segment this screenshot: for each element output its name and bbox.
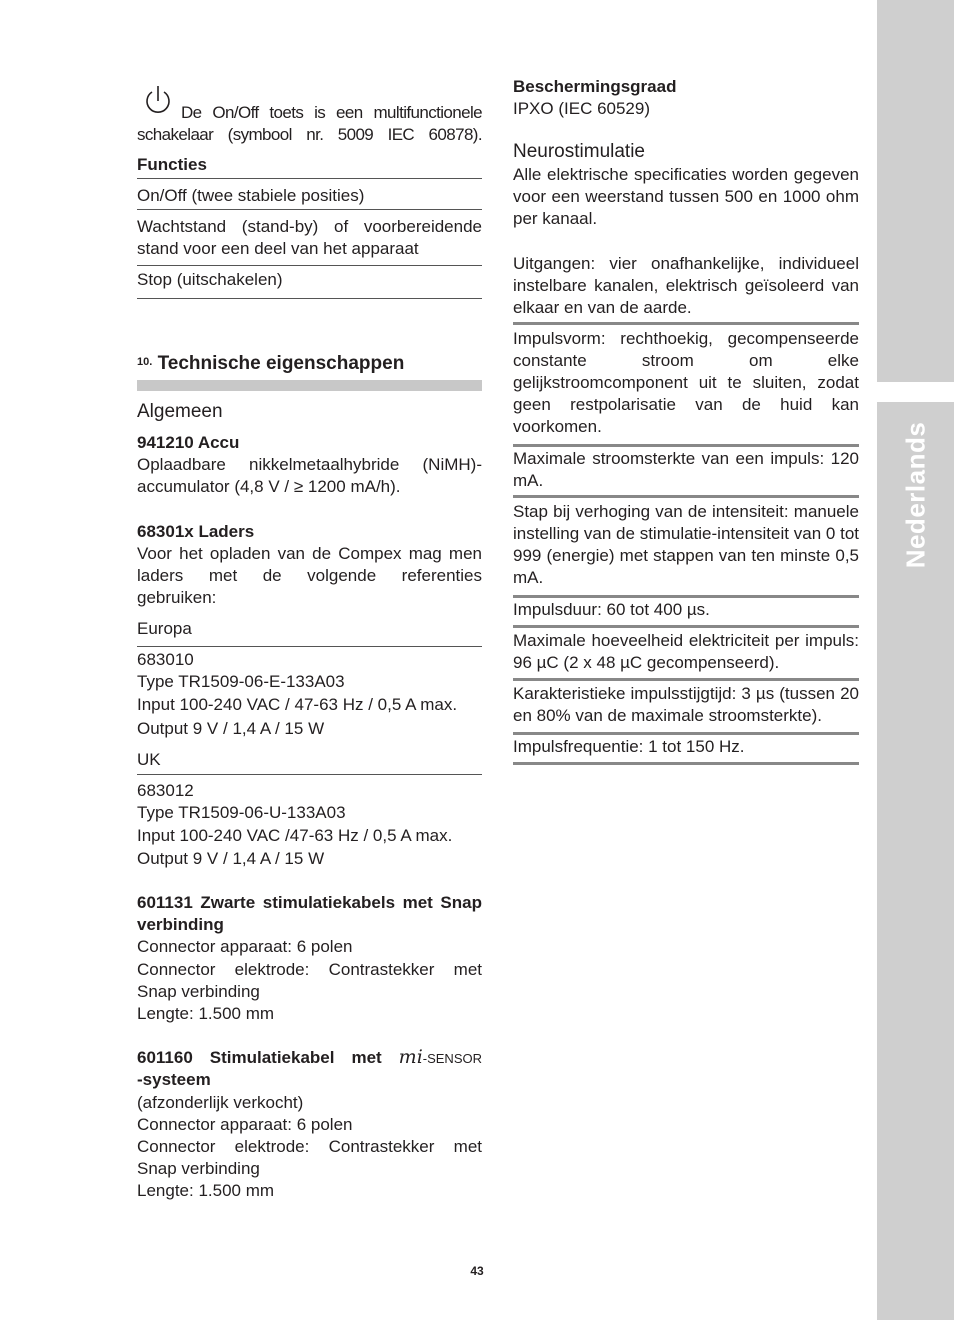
- neuro-intro: Alle elektrische specificaties worden gegeven voor een weerstand tussen 500 en 1000 ohm per kanaal.: [513, 165, 859, 228]
- divider: [513, 322, 859, 325]
- neuro-uitgangen: Uitgangen: vier onafhankelijke, individueel instelbare kanalen, elektrisch geïsoleerd van elkaar en van de aarde.: [513, 254, 859, 317]
- section-heading: [137, 351, 404, 375]
- divider: [137, 178, 482, 179]
- laders-text: Voor het opladen van de Compex mag men laders met de volgende referenties gebruiken:: [137, 544, 482, 607]
- divider: [137, 298, 482, 299]
- kabel-601131-connector-elektrode: Connector elektrode: Contrastekker met Snap verbinding: [137, 960, 482, 1001]
- divider: [513, 495, 859, 498]
- europa-label: Europa: [137, 619, 192, 638]
- spec-impulsvorm: Impulsvorm: rechthoekig, gecompenseerde constante stroom om elke gelijkstroomcomponent uit te sluiten, zodat geen restpolarisatie van de huid kan voorkomen.: [513, 329, 859, 436]
- uk-label: UK: [137, 750, 161, 769]
- section-bar: [137, 380, 482, 391]
- spec-stijgtijd: Karakteristieke impulsstijgtijd: 3 µs (tussen 20 en 80% van de maximale stroomsterkte).: [513, 684, 859, 725]
- divider: [137, 265, 482, 266]
- bescherming-value: IPXO (IEC 60529): [513, 99, 651, 118]
- functies-row-3: Stop (uitschakelen): [137, 270, 283, 289]
- divider: [137, 209, 482, 210]
- divider: [513, 595, 859, 598]
- divider: [513, 762, 859, 765]
- kabel-601160-connector-apparaat: Connector apparaat: 6 polen: [137, 1115, 353, 1134]
- divider: [513, 732, 859, 735]
- uk-input: Input 100-240 VAC /47-63 Hz / 0,5 A max.: [137, 826, 453, 845]
- algemeen-heading: Algemeen: [137, 401, 223, 422]
- accu-heading: 941210 Accu: [137, 433, 240, 452]
- kabel-601160-heading-line1: 601160 Stimulatiekabel met mi-SENSOR: [137, 1046, 482, 1068]
- kabel-601131-connector-apparaat: Connector apparaat: 6 polen: [137, 937, 353, 956]
- spec-max-stroomsterkte: Maximale stroomsterkte van een impuls: 120 mA.: [513, 449, 859, 490]
- uk-output: Output 9 V / 1,4 A / 15 W: [137, 849, 325, 868]
- section-number: 10.: [137, 356, 153, 368]
- spec-intensiteit-stap: Stap bij verhoging van de intensiteit: manuele instelling van de stimulatie-intensiteit van 0 tot 999 (energie) met stappen van ten minste 0,5 mA.: [513, 502, 859, 587]
- language-sidebar: [877, 0, 954, 1320]
- laders-heading: 68301x Laders: [137, 522, 255, 541]
- functies-row-1: On/Off (twee stabiele posities): [137, 186, 365, 205]
- spec-impulsduur: Impulsduur: 60 tot 400 µs.: [513, 600, 710, 619]
- bescherming-heading: Beschermingsgraad: [513, 77, 677, 96]
- europa-type: Type TR1509-06-E-133A03: [137, 672, 345, 691]
- page-number: 43: [470, 1264, 484, 1278]
- divider: [513, 444, 859, 447]
- uk-ref: 683012: [137, 781, 194, 800]
- language-tab-label: Nederlands: [900, 421, 931, 569]
- divider: [137, 774, 482, 775]
- europa-ref: 683010: [137, 650, 194, 669]
- kabel-601131-heading: 601131 Zwarte stimulatiekabels met Snap verbinding: [137, 893, 482, 934]
- spec-elektriciteit: Maximale hoeveelheid elektriciteit per impuls: 96 µC (2 x 48 µC gecompenseerd).: [513, 631, 859, 672]
- power-intro-text: De On/Off toets is een multifunctionele schakelaar (symbool nr. 5009 IEC 60878).: [137, 103, 482, 144]
- accu-text: Oplaadbare nikkelmetaalhybride (NiMH)-accumulator (4,8 V / ≥ 1200 mA/h).: [137, 455, 482, 496]
- uk-type: Type TR1509-06-U-133A03: [137, 803, 346, 822]
- section-title: Technische eigenschappen: [157, 353, 405, 374]
- sidebar-gap: [877, 382, 954, 402]
- divider: [137, 646, 482, 647]
- divider: [513, 678, 859, 681]
- functies-row-2: Wachtstand (stand-by) of voorbereidende stand voor een deel van het apparaat: [137, 217, 482, 258]
- mi-sensor-logo: mi: [398, 1046, 423, 1068]
- kabel-601160-note: (afzonderlijk verkocht): [137, 1093, 304, 1112]
- europa-input: Input 100-240 VAC / 47-63 Hz / 0,5 A max.: [137, 695, 458, 714]
- functies-heading: Functies: [137, 155, 207, 174]
- kabel-601160-lengte: Lengte: 1.500 mm: [137, 1181, 275, 1200]
- neuro-heading: Neurostimulatie: [513, 141, 645, 162]
- divider: [513, 625, 859, 628]
- kabel-601131-lengte: Lengte: 1.500 mm: [137, 1004, 275, 1023]
- kabel-601160-connector-elektrode: Connector elektrode: Contrastekker met Snap verbinding: [137, 1137, 482, 1178]
- spec-impulsfrequentie: Impulsfrequentie: 1 tot 150 Hz.: [513, 737, 745, 756]
- kabel-601160-heading-line2: -systeem: [137, 1070, 211, 1089]
- europa-output: Output 9 V / 1,4 A / 15 W: [137, 719, 325, 738]
